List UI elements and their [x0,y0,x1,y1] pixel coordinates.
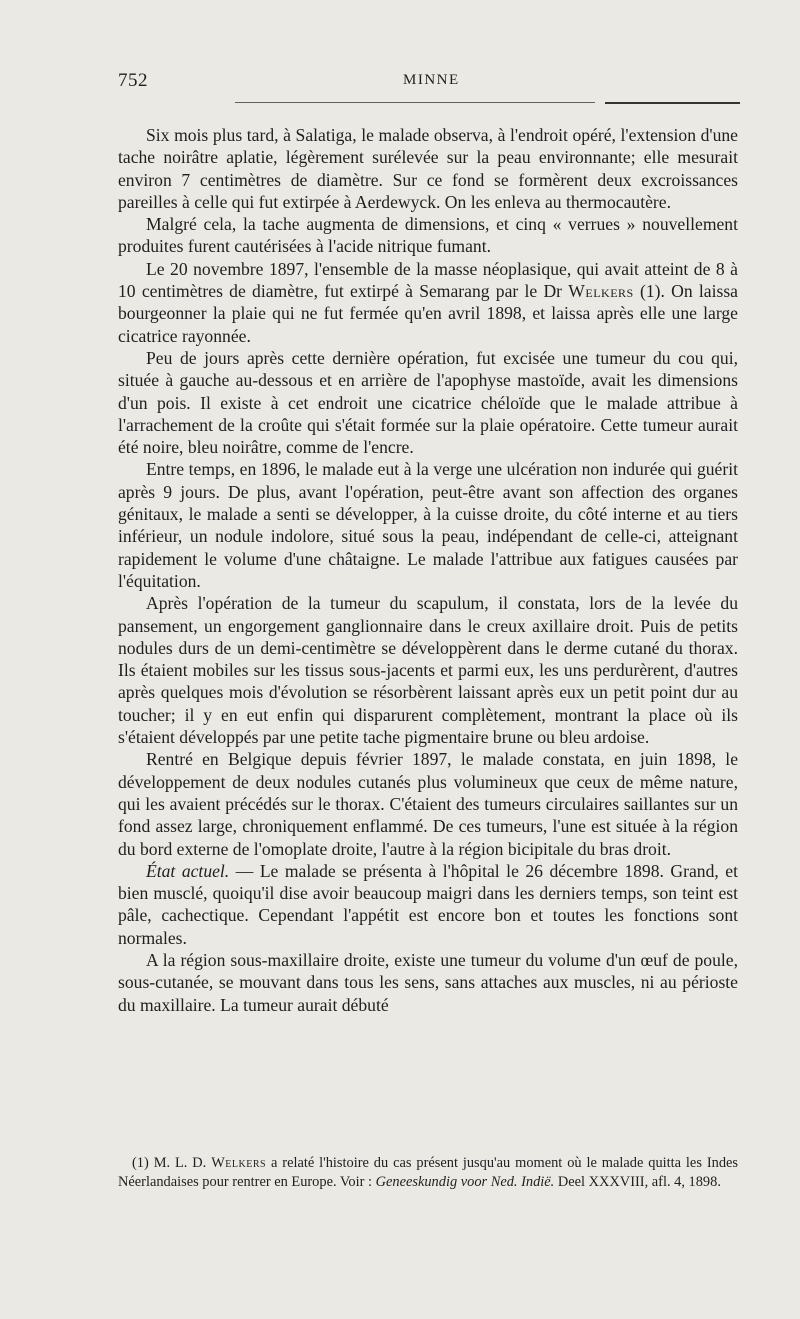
paragraph: Entre temps, en 1896, le malade eut à la verge une ulcération non indurée qui guérit après 9 jours. De plus, avant l'opération, peut-être avant son affection des organes génitaux, le malade a senti se développer, à la cuisse droite, du côté interne et au tiers inférieur, un nodule indolore, situé sous la peau, indépendant de celle-ci, atteignant rapidement le volume d'une châtaigne. Le malade l'attribue aux fatigues causées par l'équitation. [118,459,738,591]
paragraph: Peu de jours après cette dernière opération, fut excisée une tumeur du cou qui, située à gauche au-dessous et en arrière de l'apophyse mastoïde, avait les dimensions d'un pois. Il existe à cet endroit une cicatrice chéloïde que le malade attribue à l'arrachement de la croûte qui s'était formée sur la plaie opératoire. Cette tumeur aurait été noire, bleu noirâtre, comme de l'encre. [118,347,738,458]
paragraph: Malgré cela, la tache augmenta de dimensions, et cinq « verrues » nouvellement produites furent cautérisées à l'acide nitrique fumant. [118,214,738,257]
page-number: 752 [118,70,148,91]
paragraph: État actuel. — Le malade se présenta à l'hôpital le 26 décembre 1898. Grand, et bien musclé, quoiqu'il dise avoir beaucoup maigri dans les derniers temps, son teint est pâle, cachectique. Cependant l'appétit est encore bon et toutes les fonctions sont normales. [118,860,738,948]
author-name: Welkers [568,281,634,302]
page-header [118,70,738,100]
header-rule-right [605,102,740,104]
running-title: MINNE [403,72,460,88]
paragraph: A la région sous-maxillaire droite, existe une tumeur du volume d'un œuf de poule, sous-cutanée, se mouvant dans tous les sens, sans attaches aux muscles, ni au périoste du maxillaire. La tumeur aurait débuté [118,949,738,1015]
author-name: Welkers [211,1155,267,1171]
paragraph: Après l'opération de la tumeur du scapulum, il constata, lors de la levée du pansement, un engorgement ganglionnaire dans le creux axillaire droit. Puis de petits nodules durs de un demi-centimètre se développèrent dans le derme cutané du thorax. Ils étaient mobiles sur les tissus sous-jacents et parmi eux, les uns perdurèrent, d'autres après quelques mois d'évolution se résorbèrent laissant après eux un petit point dur au toucher; il y en eut enfin qui disparurent complètement, montrant la place où ils s'étaient développés par une petite tache pigmentaire brune ou bleu ardoise. [118,593,738,748]
footnote [118,1154,738,1192]
journal-title: Geneeskundig voor Ned. Indië. [375,1174,555,1191]
body-text [118,124,738,1016]
header-rule [235,102,595,103]
paragraph: Rentré en Belgique depuis février 1897, le malade constata, en juin 1898, le développement de deux nodules cutanés plus volumineux que ceux de même nature, qui les avaient précédés sur le thorax. C'étaient des tumeurs circulaires saillantes sur un fond assez large, chroniquement enflammé. De ces tumeurs, l'une est située à la région du bord externe de l'omoplate droite, l'autre à la région bicipitale du bras droit. [118,749,738,859]
paragraph: Six mois plus tard, à Salatiga, le malade observa, à l'endroit opéré, l'extension d'une tache noirâtre aplatie, légèrement surélevée sur la peau environnante; elle mesurait environ 7 centimètres de diamètre. Sur ce fond se formèrent deux excroissances pareilles à celle qui fut extirpée à Aerdewyck. On les enleva au thermocautère. [118,125,738,212]
footnote-text: (1) M. L. D. Welkers a relaté l'histoire du cas présent jusqu'au moment où le malade quitta les Indes Néerlandaises pour rentrer en Europe. Voir : Geneeskundig voor Ned. Indië. Deel XXXVIII, afl. 4, 1898. [118,1155,738,1191]
section-label: État actuel. [146,860,230,881]
paragraph: Le 20 novembre 1897, l'ensemble de la masse néoplasique, qui avait atteint de 8 à 10 centimètres de diamètre, fut extirpé à Semarang par le Dr Welkers (1). On laissa bourgeonner la plaie qui ne fut fermée qu'en avril 1898, et laissa après elle une large cicatrice rayonnée. [118,258,738,346]
